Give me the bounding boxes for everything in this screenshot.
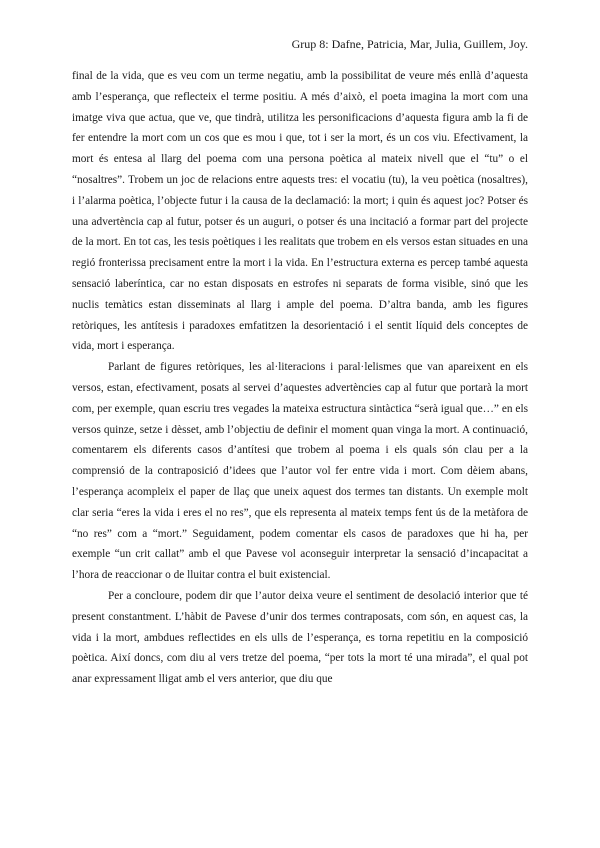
paragraph-2: Parlant de figures retòriques, les al·literacions i paral·lelismes que van apareixent en els versos, estan, efectivament, posats al servei d’aquestes advertències cap al futur que portarà la mort com, per exemple, quan escriu tres vegades la mateixa estructura sintàctica “serà igual que…” en els versos quinze, setze i dèsset, amb l’objectiu de definir el moment quan vinga la mort. A continuació, comentarem els diferents casos d’antítesi que trobem al poema i els quals són clau per a la comprensió de la contraposició d’idees que l’autor vol fer entre vida i mort. Com dèiem abans, l’esperança acompleix el paper de llaç que uneix aquest dos termes tan distants. Un exemple molt clar seria “eres la vida i eres el no res”, que els representa al mateix temps fent ús de la metàfora de “no res” com a “mort.” Seguidament, podem comentar els casos de paradoxes que hi ha, per exemple “un crit callat” amb el que Pavese vol aconseguir interpretar la sensació d’incapacitat a l’hora de reaccionar o de lluitar contra el buit existencial. <box>72 361 528 582</box>
paragraph-1: final de la vida, que es veu com un terme negatiu, amb la possibilitat de veure més enllà d’aquesta amb l’esperança, que reflecteix el terme positiu. A més d’això, el poeta imagina la mort com una imatge viva que actua, que ve, que tindrà, utilitza les personificacions d’aquesta figura amb la fi de fer entendre la mort com un cos que es mou i que, tot i ser la mort, és un cos viu. Efectivament, la mort és entesa al llarg del poema com una persona poètica al mateix nivell que el “tu” o el “nosaltres”. Trobem un joc de relacions entre aquests tres: el vocatiu (tu), la veu poètica (nosaltres), i l’alarma poètica, l’objecte futur i la causa de la declamació: la mort; i quin és aquest joc? Potser és una advertència cap al futur, potser és un auguri, o potser és una incitació a formar part del projecte de la mort. En tot cas, les tesis poètiques i les realitats que trobem en els versos estan situades en una regió fronterissa precisament entre la mort i la vida. En l’estructura externa es percep també aquesta sensació laberíntica, car no estan disposats en estrofes ni separats de forma visible, sinó que les nuclis temàtics estan disseminats al llarg i ample del poema. D’altra banda, amb les figures retòriques, les antítesis i paradoxes emfatitzen la desorientació i el sentit líquid dels conceptes de vida, mort i esperança. <box>72 70 528 353</box>
page-header: Grup 8: Dafne, Patricia, Mar, Julia, Guillem, Joy. <box>291 37 528 51</box>
paragraph-3: Per a concloure, podem dir que l’autor deixa veure el sentiment de desolació interior que té present constantment. L’hàbit de Pavese d’unir dos termes contraposats, com són, en aquest cas, la vida i la mort, ambdues reflectides en els ulls de l’esperança, es torna repetitiu en la composició poètica. Així doncs, com diu al vers tretze del poema, “per tots la mort té una mirada”, el qual pot anar expressament lligat amb el vers anterior, que diu que <box>72 589 528 686</box>
body-text <box>72 66 528 690</box>
